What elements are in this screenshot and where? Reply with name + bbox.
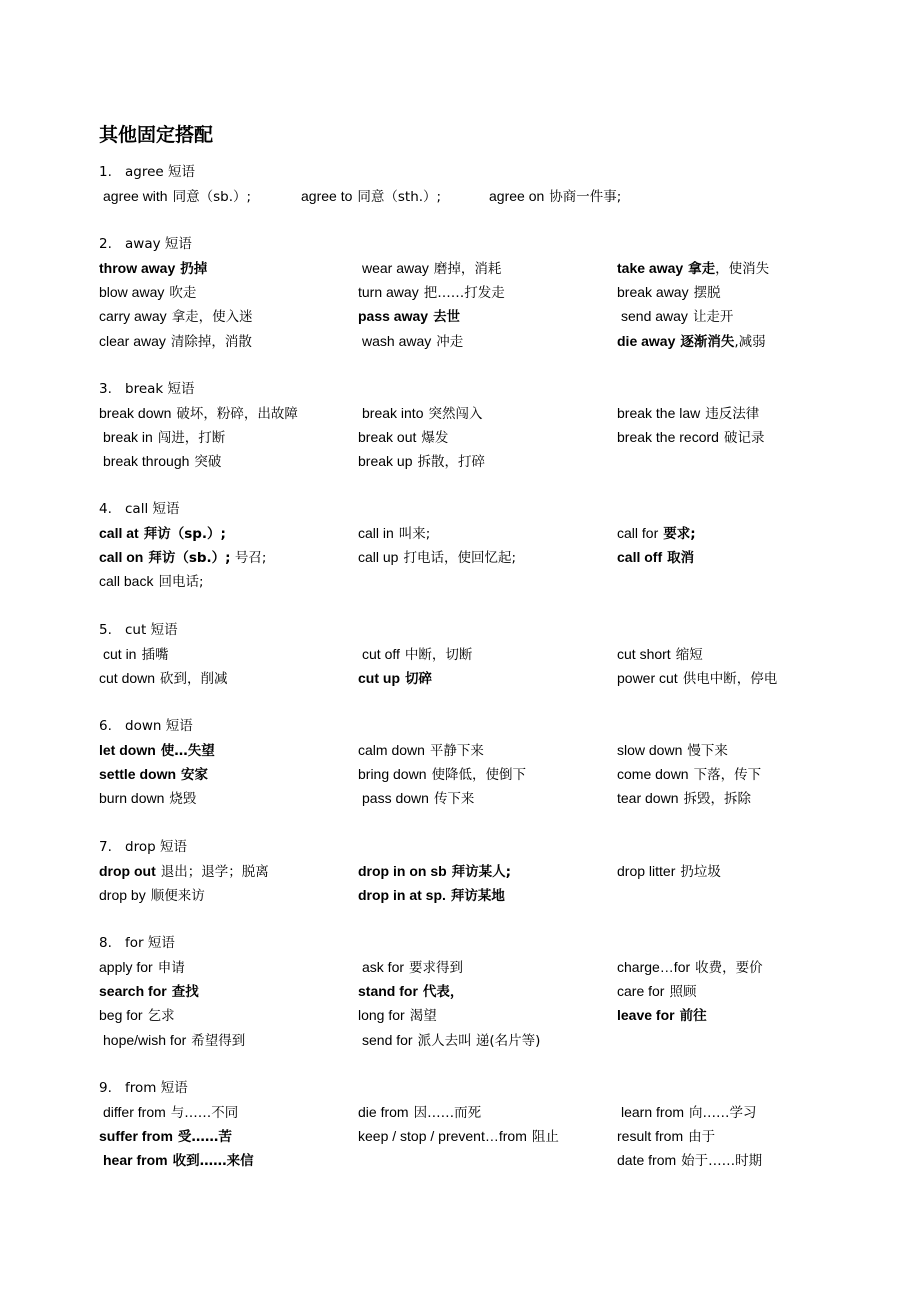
section-name: break 短语 [125, 381, 195, 397]
phrase-english: pass down [362, 790, 429, 807]
phrase-english: agree with [103, 188, 168, 204]
phrase-english: keep / stop / prevent…from [358, 1128, 527, 1145]
phrase-meaning: 安家 [181, 767, 209, 784]
phrase-english: pass away [358, 308, 429, 325]
phrase-entry [358, 306, 460, 327]
section-name: drop 短语 [125, 839, 187, 855]
phrase-entry [99, 764, 208, 785]
phrase-meaning: 破记录 [723, 430, 765, 447]
phrase-english: ask for [362, 959, 405, 975]
phrase-entry [617, 644, 703, 665]
phrase-entry [103, 1102, 238, 1123]
phrase-english: search for [99, 983, 167, 1000]
phrase-english: drop out [99, 863, 156, 879]
phrase-english: call at [99, 525, 139, 541]
phrase-entry [99, 861, 269, 882]
phrase-entry [99, 523, 226, 544]
phrase-meaning: 突破 [194, 454, 222, 471]
phrase-entry [103, 1030, 245, 1051]
phrase-english: agree to [301, 188, 353, 204]
phrase-entry [362, 331, 463, 352]
phrase-meaning: 把……打发走 [423, 285, 505, 302]
phrase-meaning: 前往 [679, 1008, 707, 1025]
phrase-entry [358, 740, 484, 761]
section-title [99, 837, 187, 857]
phrase-english: break down [99, 405, 172, 421]
phrase-entry [99, 306, 253, 327]
phrase-meaning: 与……不同 [170, 1105, 239, 1121]
phrase-entry [99, 258, 207, 279]
section-number: 9. [99, 1080, 112, 1096]
phrase-english: drop in on sb [358, 863, 447, 879]
phrase-entry [99, 547, 266, 568]
phrase-english: differ from [103, 1104, 166, 1120]
phrase-english: drop by [99, 887, 146, 904]
phrase-meaning: 吹走 [169, 285, 197, 302]
phrase-english: carry away [99, 308, 167, 325]
phrase-entry [358, 764, 526, 785]
phrase-entry [617, 957, 763, 978]
phrase-english: drop in at sp. [358, 887, 446, 904]
phrase-entry [99, 331, 252, 352]
phrase-entry [99, 403, 298, 424]
phrase-meaning: 扔垃圾 [680, 864, 721, 880]
phrase-english: turn away [358, 284, 419, 301]
section-name: agree 短语 [125, 164, 195, 180]
phrase-meaning: 扔掉 [180, 261, 208, 277]
phrase-entry [489, 186, 621, 207]
phrase-entry [617, 258, 769, 279]
phrase-meaning: 希望得到 [191, 1032, 246, 1049]
phrase-meaning: 缩短 [675, 647, 703, 663]
phrase-entry [103, 644, 168, 665]
phrase-meaning: 去世 [433, 309, 461, 326]
phrase-english: agree on [489, 188, 545, 204]
phrase-meaning: 切碎 [405, 671, 432, 688]
phrase-english: call on [99, 549, 144, 566]
phrase-meaning: 要求; [663, 526, 696, 542]
phrase-meaning: 打电话，使回忆起; [403, 550, 517, 567]
section-title [99, 1078, 188, 1098]
phrase-meaning: 顺便来访 [150, 888, 205, 905]
phrase-english: send for [362, 1031, 413, 1048]
phrase-english: drop litter [617, 863, 676, 879]
section-title [99, 162, 195, 182]
phrase-english: blow away [99, 284, 165, 301]
phrase-entry [99, 1126, 232, 1147]
phrase-meaning: 照顾 [669, 984, 697, 1001]
phrase-meaning: 使…失望 [160, 743, 215, 759]
phrase-meaning: 收到……来信 [172, 1153, 254, 1170]
phrase-entry [617, 788, 751, 809]
phrase-english: break through [103, 453, 190, 470]
phrase-meaning: 违反法律 [705, 406, 760, 422]
phrase-meaning: 烧毁 [169, 791, 197, 808]
section-number: 3. [99, 381, 112, 397]
phrase-english: cut in [103, 646, 137, 662]
phrase-english: break away [617, 284, 689, 301]
section-title [99, 234, 192, 254]
phrase-entry [99, 1005, 175, 1026]
phrase-meaning: 渴望 [409, 1008, 437, 1025]
phrase-meaning: 代表， [422, 984, 464, 1001]
section-name: from 短语 [125, 1080, 188, 1096]
phrase-english: call in [358, 525, 394, 541]
phrase-meaning: 拜访某地 [450, 888, 505, 905]
page-title: 其他固定搭配 [99, 124, 214, 146]
phrase-meaning: 退出；退学；脱离 [160, 864, 269, 880]
phrase-english: break out [358, 429, 417, 446]
phrase-english: break up [358, 453, 413, 470]
phrase-entry [99, 981, 199, 1002]
phrase-meaning: 要求得到 [409, 960, 464, 976]
phrase-english: care for [617, 983, 665, 1000]
phrase-english: calm down [358, 742, 425, 758]
phrase-meaning: 乞求 [147, 1008, 175, 1025]
phrase-entry [103, 451, 221, 472]
phrase-english: cut short [617, 646, 671, 662]
phrase-entry [99, 957, 185, 978]
phrase-meaning: 使降低，使倒下 [431, 767, 526, 784]
phrase-meaning: 摆脱 [693, 285, 721, 302]
phrase-english: break the record [617, 429, 719, 446]
phrase-meaning: 叫来; [398, 526, 431, 542]
phrase-meaning: 传下来 [433, 791, 475, 808]
section-title [99, 620, 178, 640]
phrase-meaning: 拆毁，拆除 [683, 791, 751, 808]
phrase-entry [103, 1150, 254, 1171]
phrase-english: break in [103, 429, 153, 446]
section-title [99, 933, 175, 953]
phrase-entry [617, 523, 696, 544]
phrase-meaning: 查找 [171, 984, 199, 1001]
phrase-entry [99, 668, 228, 689]
phrase-english: cut up [358, 670, 400, 687]
phrase-english: call back [99, 573, 154, 590]
phrase-entry [358, 668, 432, 689]
phrase-english: leave for [617, 1007, 675, 1024]
phrase-meaning: 慢下来 [687, 743, 728, 759]
phrase-entry [617, 1150, 762, 1171]
phrase-meaning: 拜访（sp.）; [143, 526, 226, 542]
phrase-entry [617, 740, 728, 761]
phrase-english: break the law [617, 405, 701, 421]
section-title [99, 716, 193, 736]
phrase-entry [617, 861, 721, 882]
phrase-english: tear down [617, 790, 679, 807]
phrase-english: apply for [99, 959, 153, 975]
phrase-english: throw away [99, 260, 176, 276]
phrase-meaning: 爆发 [421, 430, 449, 447]
phrase-english: slow down [617, 742, 683, 758]
phrase-meaning: 向……学习 [689, 1105, 757, 1121]
phrase-entry [362, 957, 463, 978]
section-number: 4. [99, 501, 112, 517]
section-name: for 短语 [125, 935, 175, 951]
phrase-meaning: 受……苦 [177, 1129, 232, 1146]
phrase-meaning: 拿走，使入迷 [171, 309, 253, 326]
phrase-entry [358, 861, 511, 882]
phrase-meaning: 让走开 [692, 309, 734, 326]
phrase-english: call for [617, 525, 659, 541]
phrase-english: let down [99, 742, 156, 758]
phrase-english: suffer from [99, 1128, 173, 1145]
phrase-entry [617, 427, 764, 448]
phrase-meaning: 拜访某人; [451, 864, 512, 880]
phrase-english: clear away [99, 332, 166, 349]
phrase-meaning: 回电话; [158, 574, 204, 591]
phrase-entry [358, 1126, 594, 1147]
phrase-entry [358, 1102, 481, 1123]
phrase-english: wear away [362, 260, 429, 276]
phrase-meaning: 清除掉，消散 [170, 333, 252, 350]
phrase-entry [362, 258, 501, 279]
phrase-meaning: 平静下来 [429, 743, 484, 759]
phrase-entry [103, 427, 225, 448]
phrase-english: take away [617, 260, 684, 276]
section-name: cut 短语 [125, 622, 178, 638]
phrase-entry [99, 571, 204, 592]
phrase-english: send away [621, 308, 688, 325]
phrase-meaning: 同意（sth.）; [357, 189, 442, 205]
phrase-meaning: 收费，要价 [695, 960, 763, 976]
phrase-english: beg for [99, 1007, 143, 1024]
phrase-english: call off [617, 549, 663, 566]
phrase-entry [103, 186, 251, 207]
phrase-meaning: 插嘴 [141, 647, 169, 663]
phrase-meaning: 取消 [667, 550, 695, 567]
phrase-meaning: 供电中断，停电 [682, 671, 778, 688]
phrase-entry [358, 282, 505, 303]
section-name: down 短语 [125, 718, 193, 734]
phrase-entry [617, 1005, 707, 1026]
phrase-english: die from [358, 1104, 409, 1120]
section-number: 1. [99, 164, 112, 180]
phrase-english: cut off [362, 646, 400, 662]
phrase-entry [621, 1102, 757, 1123]
phrase-meaning: 砍到，削减 [160, 671, 228, 688]
phrase-meaning: 中断，切断 [404, 647, 473, 663]
phrase-entry [301, 186, 441, 207]
phrase-english: power cut [617, 670, 678, 687]
phrase-entry [362, 1030, 540, 1051]
section-name: call 短语 [125, 501, 180, 517]
phrase-english: learn from [621, 1104, 685, 1120]
phrase-meaning: 逐渐消失,减弱 [680, 333, 766, 350]
section-number: 6. [99, 718, 112, 734]
phrase-english: result from [617, 1128, 684, 1145]
phrase-entry [99, 788, 196, 809]
phrase-entry [358, 885, 505, 906]
phrase-entry [617, 403, 759, 424]
phrase-english: hear from [103, 1152, 168, 1169]
phrase-meaning: 由于 [688, 1129, 716, 1146]
phrase-meaning: 协商一件事; [549, 189, 622, 205]
phrase-english: wash away [362, 332, 432, 349]
section-number: 7. [99, 839, 112, 855]
phrase-english: bring down [358, 766, 427, 783]
phrase-entry [362, 788, 474, 809]
phrase-meaning: 派人去叫 递(名片等) [417, 1032, 541, 1049]
phrase-entry [99, 740, 215, 761]
phrase-entry [358, 523, 430, 544]
phrase-entry [362, 403, 482, 424]
phrase-english: break into [362, 405, 424, 421]
phrase-english: stand for [358, 983, 418, 1000]
phrase-english: long for [358, 1007, 405, 1024]
phrase-entry [358, 547, 516, 568]
phrase-english: settle down [99, 766, 177, 783]
phrase-entry [358, 1005, 437, 1026]
phrase-entry [362, 644, 472, 665]
phrase-meaning: 磨掉，消耗 [433, 261, 502, 277]
phrase-meaning: 冲走 [436, 333, 464, 350]
phrase-meaning: 同意（sb.）; [172, 189, 252, 205]
phrase-entry [617, 764, 761, 785]
phrase-english: burn down [99, 790, 165, 807]
phrase-entry [358, 427, 448, 448]
section-number: 5. [99, 622, 112, 638]
phrase-english: hope/wish for [103, 1031, 187, 1048]
phrase-english: date from [617, 1152, 677, 1169]
phrase-entry [617, 547, 694, 568]
phrase-entry [617, 981, 696, 1002]
section-number: 8. [99, 935, 112, 951]
phrase-english: cut down [99, 670, 156, 687]
section-title [99, 499, 180, 519]
phrase-entry [358, 451, 485, 472]
phrase-meaning: 始于……时期 [681, 1153, 763, 1170]
phrase-meaning: 下落，传下 [693, 767, 762, 784]
phrase-entry [358, 981, 463, 1002]
phrase-meaning: 闯进，打断 [157, 430, 226, 447]
phrase-meaning: 阻止 [531, 1129, 559, 1146]
phrase-entry [617, 1126, 715, 1147]
section-title [99, 379, 195, 399]
phrase-entry [99, 282, 196, 303]
phrase-meaning: 申请 [157, 960, 185, 976]
phrase-english: charge…for [617, 959, 691, 975]
phrase-entry [99, 885, 205, 906]
phrase-entry [617, 282, 721, 303]
phrase-entry [621, 306, 733, 327]
section-name: away 短语 [125, 236, 192, 252]
phrase-meaning: 拿走，使消失 [688, 261, 770, 277]
phrase-english: call up [358, 549, 399, 566]
phrase-english: come down [617, 766, 689, 783]
phrase-entry [617, 668, 777, 689]
phrase-entry [617, 331, 766, 352]
phrase-meaning: 突然闯入 [428, 406, 483, 422]
section-number: 2. [99, 236, 112, 252]
phrase-meaning: 破坏，粉碎，出故障 [176, 406, 298, 422]
phrase-meaning: 拜访（sb.）; 号召; [148, 550, 267, 567]
phrase-english: die away [617, 332, 676, 349]
phrase-meaning: 因……而死 [413, 1105, 482, 1121]
phrase-meaning: 拆散，打碎 [417, 454, 485, 471]
